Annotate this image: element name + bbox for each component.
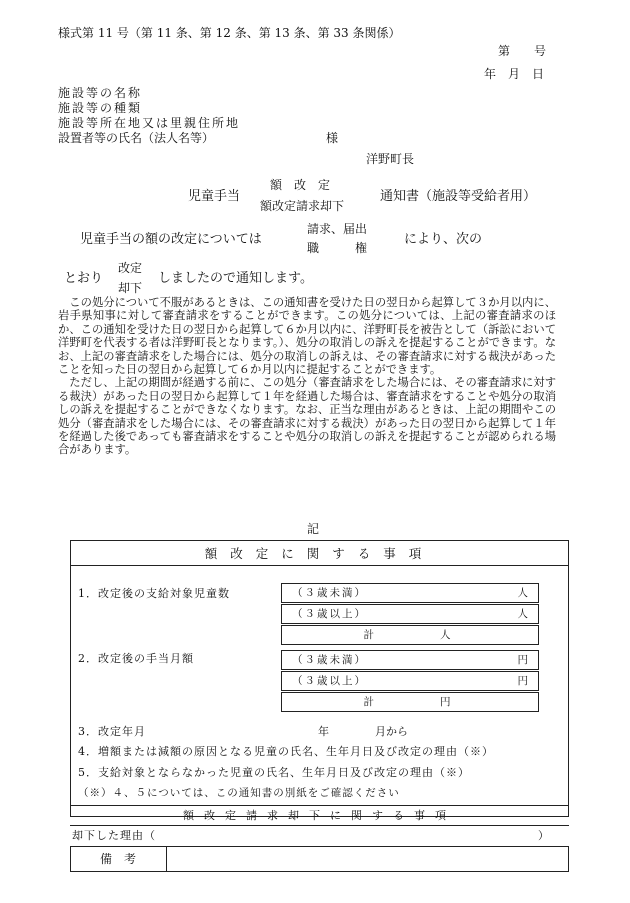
facility-address-label: 施設等所在地又は里親住所地 [58,116,241,130]
appeal-notice [58,296,556,457]
child-count-under3-field[interactable] [281,583,539,603]
unit-label: 円 [517,675,528,687]
remarks-field[interactable] [168,848,566,870]
child-count-over3-field[interactable] [281,604,539,624]
revision-year-label: 年 [318,725,329,738]
row-label: （３歳未満） [292,587,367,599]
divider [70,825,569,826]
divider [166,846,167,872]
body-line2-suffix: しましたので通知します。 [158,271,313,286]
total-label: 計 [363,629,380,641]
ineligible-reason-item: 5．支給対象とならなかった児童の氏名、生年月日及び改定の理由（※） [78,766,470,779]
row-label: （３歳未満） [292,654,367,666]
monthly-amount-label: 2．改定後の手当月額 [78,652,194,665]
remarks-label: 備 考 [99,852,136,866]
title-suffix: 通知書（施設等受給者用） [380,189,537,204]
appeal-notice-paragraph: この処分について不服があるときは、この通知書を受けた日の翌日から起算して３か月以内に、岩手県知事に対して審査請求をすることができます。この処分については、上記の審査請求のほか、この通知を受けた日の翌日から起算して６か月以内に、洋野町長を被告として（訴訟において洋野町を代表する者は洋野町長となります。）、処分の取消しの訴えを提起することができます。なお、上記の審査請求をした場合には、処分の取消しの訴えは、その審査請求に対する裁決があったことを知った日の翌日から起算して６か月以内に提起することができます。 [58,296,556,377]
rejection-table-header: 額改定請求却下に関する事項 [183,809,456,822]
honorific: 様 [326,131,339,145]
revision-month-label: 月から [375,725,408,738]
body-line1-option-authority: 職 権 [307,241,368,255]
divider [70,565,569,566]
unit-label: 人 [517,608,528,620]
revision-date-label: 3．改定年月 [78,725,146,738]
body-line2-prefix: とおり [64,271,104,286]
issuer-name: 洋野町長 [366,152,415,166]
facility-name-label: 施設等の名称 [58,86,143,100]
row-label: （３歳以上） [292,675,367,687]
unit-label: 人 [517,587,528,599]
amount-under3-field[interactable] [281,650,539,670]
form-number: 様式第 11 号（第 11 条、第 12 条、第 13 条、第 33 条関係） [58,26,401,40]
body-line2-option-revised: 改定 [118,261,143,275]
body-line1-prefix: 児童手当の額の改定については [80,232,262,247]
ki-marker: 記 [307,522,320,536]
title-prefix: 児童手当 [188,189,241,204]
revision-table-header: 額改定に関する事項 [204,546,435,561]
amount-over3-field[interactable] [281,671,539,691]
total-label: 計 [363,696,380,708]
facility-type-label: 施設等の種類 [58,101,143,115]
document-number-label: 第 号 [498,44,547,58]
rejection-reason-close: ） [538,829,549,842]
unit-label: 人 [440,629,457,641]
child-count-total-field[interactable] [281,625,539,645]
annex-footnote: （※）４、５については、この通知書の別紙をご確認ください [78,787,400,799]
issue-date-label: 年 月 日 [484,67,545,81]
body-line2-option-rejected: 却下 [118,281,143,295]
child-count-label: 1．改定後の支給対象児童数 [78,587,230,600]
row-label: （３歳以上） [292,608,367,620]
body-line1-option-request: 請求、届出 [307,222,368,236]
unit-label: 円 [440,696,457,708]
body-line1-suffix: により、次の [404,232,483,247]
title-option-revision: 額 改 定 [270,178,331,192]
change-reason-item: 4．増額または減額の原因となる児童の氏名、生年月日及び改定の理由（※） [78,745,494,758]
unit-label: 円 [517,654,528,666]
rejection-reason-label: 却下した理由（ [72,829,156,842]
appeal-notice-paragraph: ただし、上記の期間が経過する前に、この処分（審査請求をした場合には、その審査請求に対する裁決）があった日の翌日から起算して１年を経過した場合は、審査請求をすることや処分の取消しの訴えを提起することができなくなります。なお、正当な理由があるときは、上記の期間やこの処分（審査請求をした場合には、その審査請求に対する裁決）があった日の翌日から起算して１年を経過した後であっても審査請求をすることや処分の取消しの訴えを提起することが認められる場合があります。 [58,376,556,457]
amount-total-field[interactable] [281,692,539,712]
title-option-rejection: 額改定請求却下 [260,199,345,213]
establisher-name-label: 設置者等の氏名（法人名等） [58,131,215,145]
divider [70,805,569,806]
